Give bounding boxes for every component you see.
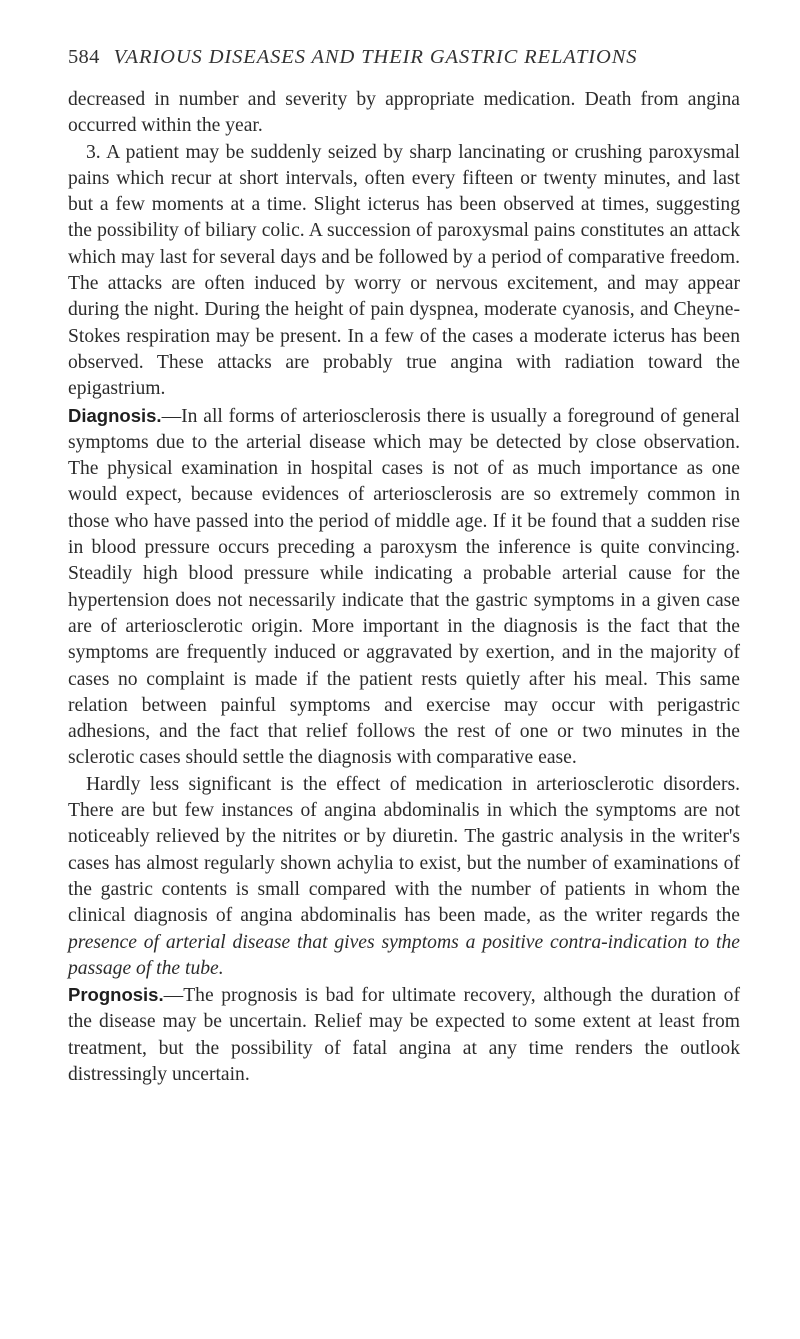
paragraph-text: Hardly less significant is the effect of medication in arteriosclerotic disorders. There are but few instances of angina abdominalis in which the symptoms are not noticeably relieved by the nitrites or by diuretin. The gastric analysis in the writer's cases has almost regularly shown achylia to exist, but the number of examinations of the gastric contents is small compared with the number of patients in whom the clinical diagnosis of angina abdominalis has been made, as the writer regards the xyxy=(68,773,740,927)
paragraph-case-3 xyxy=(68,140,740,403)
paragraph-continuation xyxy=(68,87,740,140)
paragraph-text: —The prognosis is bad for ultimate recovery, although the duration of the disease may be uncertain. Relief may be expected to some extent at least from treatment, but the possibility of fatal angina at any time renders the outlook distressingly uncertain. xyxy=(68,985,740,1085)
paragraph-text: decreased in number and severity by appropriate medication. Death from angina occurred within the year. xyxy=(68,89,740,137)
running-title: VARIOUS DISEASES AND THEIR GASTRIC RELATIONS xyxy=(113,46,638,68)
book-page xyxy=(68,0,740,1088)
paragraph-text: 3. A patient may be suddenly seized by sharp lancinating or crushing paroxysmal pains which recur at short intervals, often every fifteen or twenty minutes, and last but a few moments at a time. Slight icterus has been observed at times, suggesting the possibility of biliary colic. A succession of paroxysmal pains constitutes an attack which may last for several days and be followed by a period of comparative freedom. The attacks are often induced by worry or nervous excitement, and may appear during the night. During the height of pain dyspnea, moderate cyanosis, and Cheyne-Stokes respiration may be present. In a few of the cases a moderate icterus has been observed. These attacks are probably true angina with radiation toward the epigastrium. xyxy=(68,141,740,400)
paragraph-text: —In all forms of arteriosclerosis there is usually a foreground of general symptoms due to the arterial disease which may be detected by close observation. The physical examination in hospital cases is not of as much importance as one would expect, because evidences of arteriosclerosis are so extremely common in those who have passed into the period of middle age. If it be found that a sudden rise in blood pressure occurs preceding a paroxysm the inference is quite convincing. Steadily high blood pressure while indicating a probable arterial cause for the hypertension does not necessarily indicate that the gastric symptoms in a given case are of arteriosclerotic origin. More important in the diagnosis is the fact that the symptoms are frequently induced or aggravated by exertion, and in the majority of cases no complaint is made if the patient rests quietly after his meal. This same relation between painful symptoms and exercise may occur with perigastric adhesions, and the fact that relief follows the rest of one or two minutes in the sclerotic cases should settle the diagnosis with comparative ease. xyxy=(68,405,740,769)
section-heading-diagnosis: Diagnosis. xyxy=(68,404,162,426)
paragraph-diagnosis xyxy=(68,403,740,772)
section-heading-prognosis: Prognosis. xyxy=(68,984,164,1006)
running-header xyxy=(68,46,740,80)
body-text xyxy=(68,87,740,1088)
italic-emphasis: presence of arterial disease that gives symptoms a positive contra-indication to the passage of the tube. xyxy=(68,931,740,979)
page-number: 584 xyxy=(68,46,100,68)
paragraph-prognosis xyxy=(68,982,740,1088)
paragraph-medication xyxy=(68,772,740,982)
